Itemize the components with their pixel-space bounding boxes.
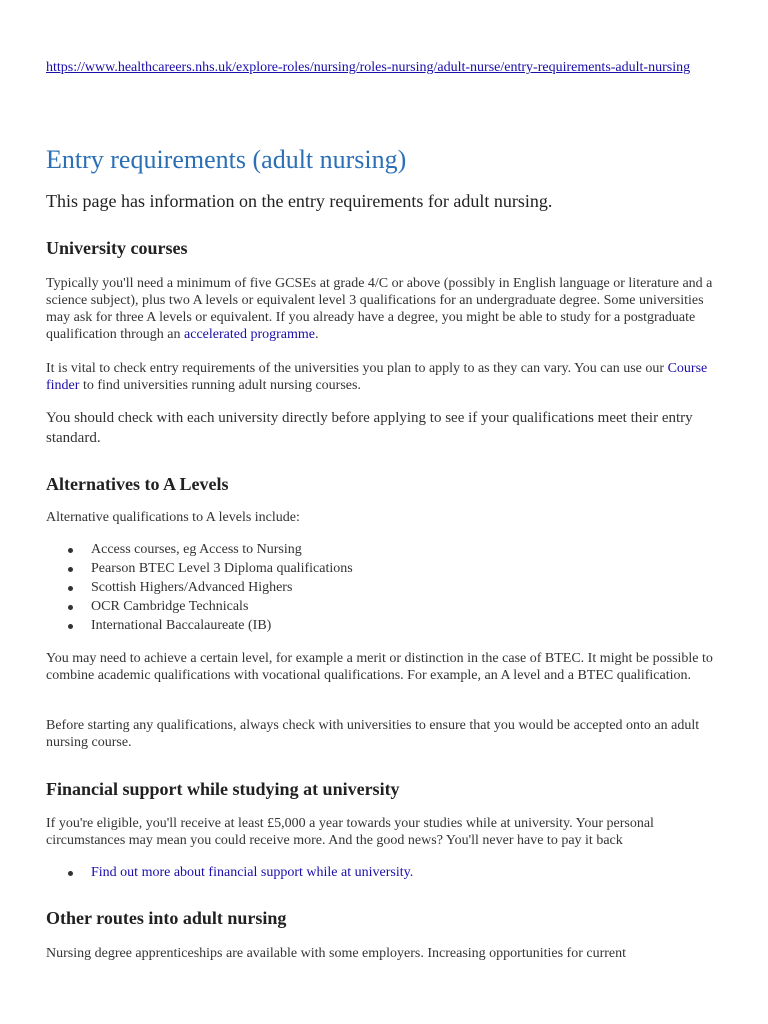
source-url-link[interactable]: https://www.healthcareers.nhs.uk/explore-roles/nursing/roles-nursing/adult-nurse/entry-requirements-adult-nursing	[46, 60, 691, 75]
university-paragraph-1	[46, 275, 718, 343]
university-heading: University courses	[46, 238, 188, 258]
list-item	[46, 616, 353, 635]
alternatives-heading: Alternatives to A Levels	[46, 474, 229, 494]
list-item-text: Scottish Highers/Advanced Highers	[91, 580, 293, 595]
intro-text: This page has information on the entry requirements for adult nursing.	[46, 191, 553, 211]
source-url	[46, 58, 706, 77]
page-title: Entry requirements (adult nursing)	[46, 145, 407, 174]
other-routes-heading: Other routes into adult nursing	[46, 908, 287, 928]
alternatives-intro: Alternative qualifications to A levels include:	[46, 510, 300, 525]
financial-list	[46, 863, 413, 882]
alternatives-list	[46, 540, 353, 635]
university-paragraph-2	[46, 360, 718, 394]
bullet-icon	[68, 567, 73, 572]
list-item-text: International Baccalaureate (IB)	[91, 618, 272, 633]
list-item-text: Access courses, eg Access to Nursing	[91, 542, 302, 557]
financial-heading: Financial support while studying at university	[46, 779, 400, 799]
university-p2-end: to find universities running adult nursing courses.	[79, 378, 361, 393]
list-item	[46, 863, 413, 882]
list-item	[46, 597, 353, 616]
financial-support-link[interactable]: Find out more about financial support while at university.	[91, 865, 414, 880]
university-p2-text: It is vital to check entry requirements of the universities you plan to apply to as they can vary. You can use our	[46, 361, 668, 376]
alternatives-paragraph-1: You may need to achieve a certain level, for example a merit or distinction in the case of BTEC. It might be possible to combine academic qualifications with vocational qualifications. For example, an A level and a BTEC qualification.	[46, 651, 713, 683]
university-p1-end: .	[315, 327, 319, 342]
university-p1-text: Typically you'll need a minimum of five GCSEs at grade 4/C or above (possibly in English language or literature and a science subject), plus two A levels or equivalent level 3 qualifications for an undergraduate degree. Some universities may ask for three A levels or equivalent. If you already have a degree, you might be able to study for a postgraduate qualification through an	[46, 276, 713, 342]
financial-paragraph: If you're eligible, you'll receive at least £5,000 a year towards your studies while at university. Your personal circumstances may mean you could receive more. And the good news? You'll never have to pay it back	[46, 816, 654, 848]
bullet-icon	[68, 605, 73, 610]
list-item	[46, 540, 353, 559]
course-finder-link[interactable]: Course finder	[46, 361, 708, 393]
accelerated-programme-link[interactable]: accelerated programme	[184, 327, 316, 342]
list-item-text: OCR Cambridge Technicals	[91, 599, 249, 614]
alternatives-paragraph-2: Before starting any qualifications, always check with universities to ensure that you would be accepted onto an adult nursing course.	[46, 718, 700, 750]
list-item-text: Pearson BTEC Level 3 Diploma qualifications	[91, 561, 353, 576]
list-item	[46, 578, 353, 597]
bullet-icon	[68, 624, 73, 629]
bullet-icon	[68, 586, 73, 591]
bullet-icon	[68, 871, 73, 876]
bullet-icon	[68, 548, 73, 553]
list-item	[46, 559, 353, 578]
other-routes-paragraph: Nursing degree apprenticeships are available with some employers. Increasing opportunities for current	[46, 946, 627, 961]
university-paragraph-3: You should check with each university directly before applying to see if your qualifications meet their entry standard.	[46, 410, 693, 446]
